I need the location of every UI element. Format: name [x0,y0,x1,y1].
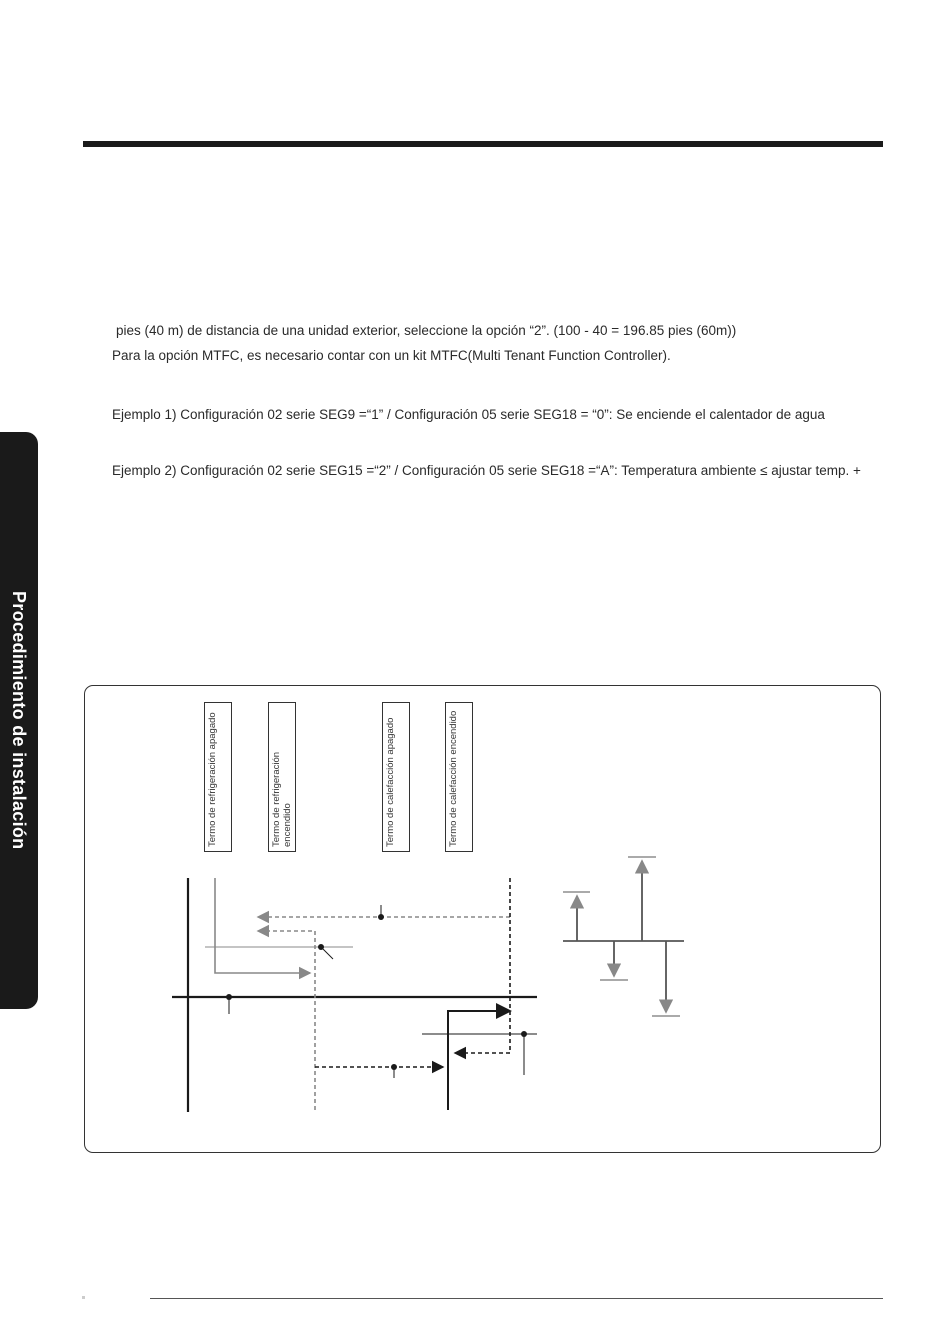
legend-heating-off-label: Termo de calefacción apagado [385,717,396,847]
paragraph-line-2: Para la opción MTFC, es necesario contar con un kit MTFC(Multi Tenant Function Controller). [112,348,671,363]
footer-rule [150,1298,883,1299]
page-corner-mark [82,1296,85,1299]
example-1: Ejemplo 1) Configuración 02 serie SEG9 =“1” / Configuración 05 serie SEG18 = “0”: Se enciende el calentador de agua [112,407,825,422]
section-side-tab-label: Procedimiento de instalación [9,591,29,850]
legend-cooling-off-label: Termo de refrigeración apagado [207,712,218,847]
heating-on-curve [448,1011,510,1110]
legend-heating-on-label: Termo de calefacción encendido [448,710,459,847]
example-2: Ejemplo 2) Configuración 02 serie SEG15 =“2” / Configuración 05 serie SEG18 =“A”: Temperatura ambiente ≤ ajustar temp. + [112,463,861,478]
paragraph-line-1: pies (40 m) de distancia de una unidad exterior, seleccione la opción “2”. (100 - 40 = 196.85 pies (60m)) [116,323,737,338]
cooling-on-dashed-curve-2 [258,931,315,1110]
legend-cooling-on-label: Termo de refrigeración encendido [271,751,293,847]
cooling-off-curve [215,878,310,973]
